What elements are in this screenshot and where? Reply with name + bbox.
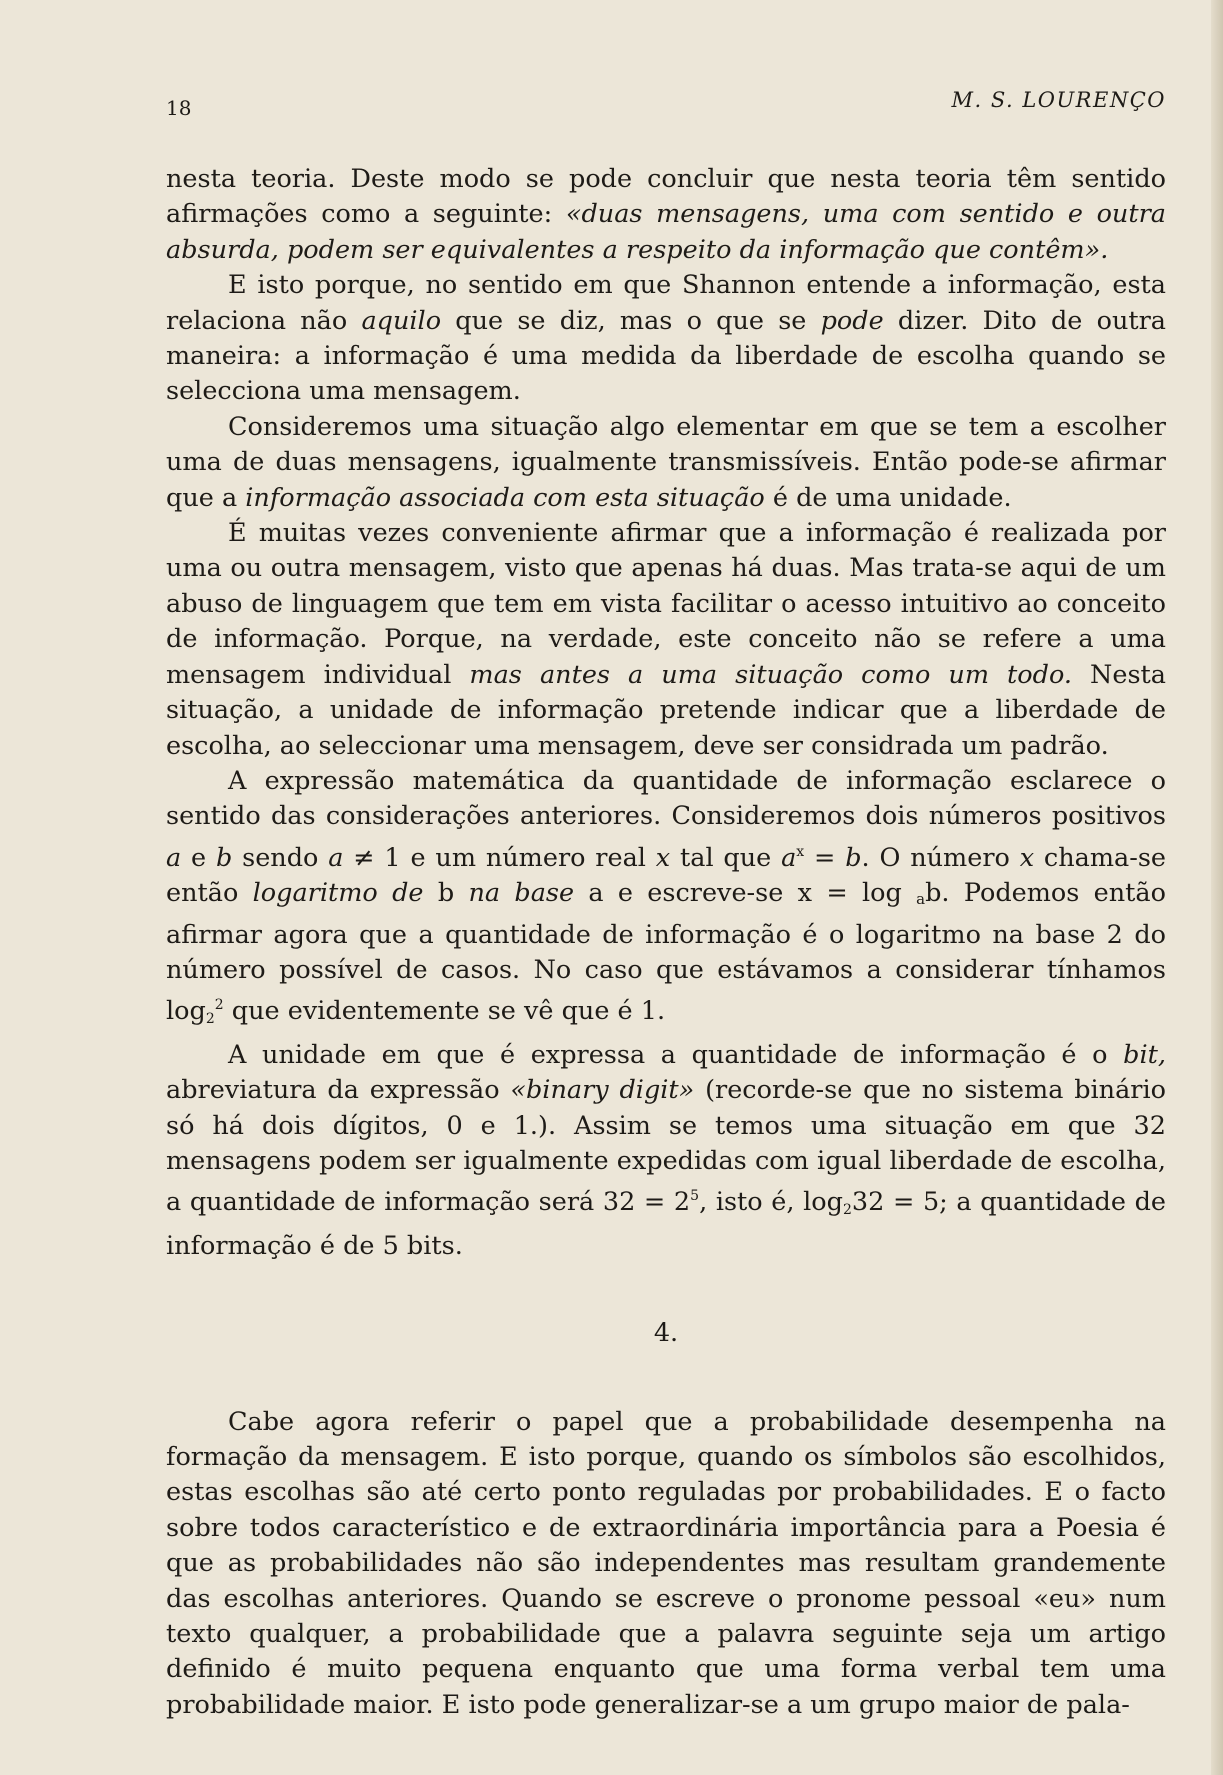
paragraph-2: E isto porque, no sentido em que Shannon entende a informação, esta relaciona não aquilo que se diz, mas o que se pode dizer. Dito de outra maneira: a informação é uma medida da liberdade de escolha quando se selecciona uma mensagem. <box>166 270 1167 407</box>
running-head: M. S. LOURENÇO <box>951 88 1166 112</box>
paragraph-5: A expressão matemática da quantidade de informação esclarece o sentido das considerações anteriores. Consideremos dois números positivos a e b sendo a ≠ 1 e um número real x tal que $a^x = b$. O número x chama-se então logaritmo de b na base a e escreve-se x = log $_a$b. Podemos então afirmar agora que a quantidade de informação é o logaritmo na base 2 do número possível de casos. No caso que estávamos a considerar tínhamos $\log_2^2$ que evidentemente se vê que é 1. <box>166 765 1167 1028</box>
section-number: 4. <box>653 1318 679 1349</box>
paragraph-4: É muitas vezes conveniente afirmar que a informação é realizada por uma ou outra mensagem, visto que apenas há duas. Mas trata-se aqui de um abuso de linguagem que tem em vista facilitar o acesso intuitivo ao conceito de informação. Porque, na verdade, este conceito não se refere a uma mensagem individual mas antes a uma situação como um todo. Nesta situação, a unidade de informação pretende indicar que a liberdade de escolha, ao seleccionar uma mensagem, deve ser considrada um padrão. <box>166 518 1166 761</box>
paragraph-3: Consideremos uma situação algo elementar em que se tem a escolher uma de duas mensagens, igualmente transmissíveis. Então pode-se afirmar que a informação associada com esta situação é de uma unidade. <box>166 411 1166 513</box>
paragraph-1: nesta teoria. Deste modo se pode concluir que nesta teoria têm sentido afirmações como a seguinte: «duas mensagens, uma com sentido e outra absurda, podem ser equivalentes a respeito da informação que contêm». <box>166 164 1166 265</box>
page-header <box>166 88 1166 122</box>
paragraph-7: Cabe agora referir o papel que a probabilidade desempenha na formação da mensagem. E isto porque, quando os símbolos são escolhidos, estas escolhas são até certo ponto reguladas por probabilidades. E o facto sobre todos característico e de extraordinária importância para a Poesia é que as probabilidades não são independentes mas resultam grandemente das escolhas anteriores. Quando se escreve o pronome pessoal «eu» num texto qualquer, a probabilidade que a palavra seguinte seja um artigo definido é muito pequena enquanto que uma forma verbal tem uma probabilidade maior. E isto pode generalizar-se a um grupo maior de pala- <box>166 1406 1166 1720</box>
body-text <box>166 162 1166 1723</box>
page-edge <box>1211 0 1223 1775</box>
paragraph-6: A unidade em que é expressa a quantidade de informação é o bit, abreviatura da expressão «binary digit» (recorde-se que no sistema binário só há dois dígitos, 0 e 1.). Assim se temos uma situação em que 32 mensagens podem ser igualmente expedidas com igual liberdade de escolha, a quantidade de informação será $32 = 2^5$, isto é, $\log_232 = 5$; a quantidade de informação é de 5 bits. <box>166 1039 1166 1261</box>
page-number: 18 <box>166 96 192 120</box>
